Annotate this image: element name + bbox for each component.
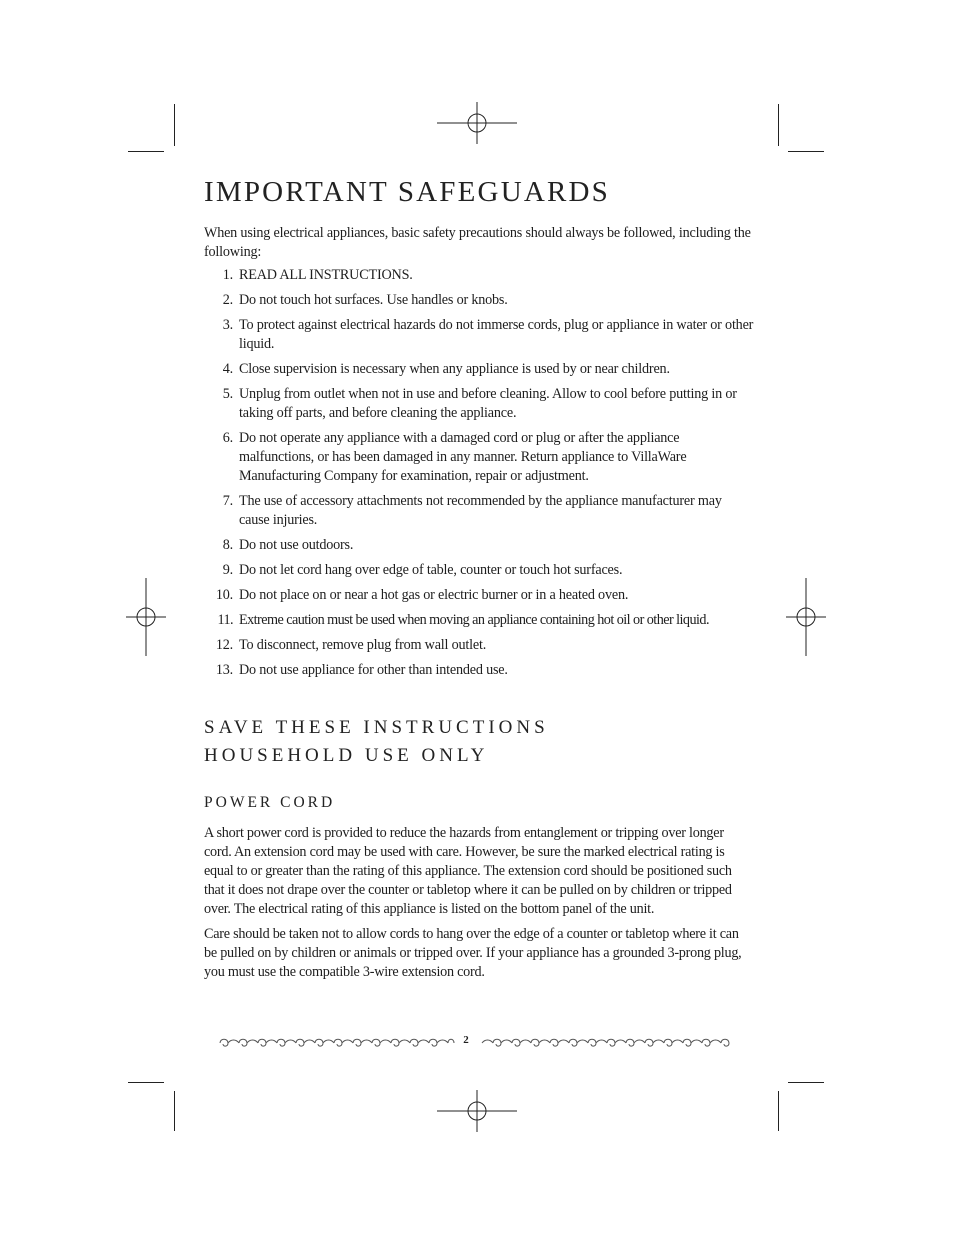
power-cord-paragraph: Care should be taken not to allow cords to hang over the edge of a counter or tabletop where it can be pulled on by children or animals or tripped over. If your appliance has a grounded 3-prong plug, you must use the compatible 3-wire extension cord. xyxy=(204,926,742,980)
list-item-number: 2. xyxy=(222,292,233,308)
list-item-text: Close supervision is necessary when any appliance is used by or near children. xyxy=(239,361,670,377)
page-footer xyxy=(218,1034,738,1052)
list-item-number: 7. xyxy=(222,493,233,509)
registration-mark-right xyxy=(786,578,826,656)
ornament-left-icon xyxy=(218,1036,456,1050)
intro-paragraph: When using electrical appliances, basic safety precautions should always be followed, including the following: xyxy=(204,225,751,260)
crop-mark xyxy=(788,151,824,152)
list-item xyxy=(204,661,754,680)
list-item xyxy=(204,385,754,423)
crop-mark xyxy=(778,1091,779,1131)
list-item-number: 8. xyxy=(222,537,233,553)
list-item xyxy=(204,492,754,530)
power-cord-paragraph: A short power cord is provided to reduce the hazards from entanglement or tripping over longer cord. An extension cord may be used with care. However, be sure the marked electrical rating is equal to or greater than the rating of this appliance. The extension cord should be positioned such that it does not drape over the counter or tabletop where it can be pulled on by children or tripped over. The electrical rating of this appliance is listed on the bottom panel of the unit. xyxy=(204,825,732,917)
list-item-number: 10. xyxy=(215,587,233,603)
crop-mark xyxy=(174,104,175,146)
registration-mark-left xyxy=(126,578,166,656)
household-line: HOUSEHOLD USE ONLY xyxy=(204,745,489,766)
crop-mark xyxy=(778,104,779,146)
list-item-number: 1. xyxy=(222,267,233,283)
crop-mark xyxy=(174,1091,175,1131)
list-item-number: 9. xyxy=(222,562,233,578)
list-item-text: Do not touch hot surfaces. Use handles or knobs. xyxy=(239,292,508,308)
registration-mark-bottom xyxy=(437,1090,517,1132)
list-item-text: Do not place on or near a hot gas or electric burner or in a heated oven. xyxy=(239,587,629,603)
ornament-right-icon xyxy=(480,1036,732,1050)
list-item-text: Do not use appliance for other than intended use. xyxy=(239,662,508,678)
list-item xyxy=(204,429,754,486)
section-heading: POWER CORD xyxy=(204,794,336,811)
list-item-text: Do not let cord hang over edge of table, counter or touch hot surfaces. xyxy=(239,562,623,578)
list-item xyxy=(204,316,754,354)
save-instructions-heading xyxy=(204,714,754,770)
list-item xyxy=(204,636,754,655)
list-item xyxy=(204,536,754,555)
list-item xyxy=(204,586,754,605)
crop-mark xyxy=(128,151,164,152)
list-item xyxy=(204,291,754,310)
page-content xyxy=(204,170,754,982)
list-item-number: 12. xyxy=(215,637,233,653)
list-item-text: READ ALL INSTRUCTIONS. xyxy=(239,267,413,283)
list-item-number: 6. xyxy=(222,430,233,446)
list-item xyxy=(204,611,754,630)
page-number: 2 xyxy=(463,1034,469,1046)
list-item-number: 5. xyxy=(222,386,233,402)
safeguards-list xyxy=(204,266,754,680)
list-item-number: 13. xyxy=(215,662,233,678)
registration-mark-top xyxy=(437,102,517,144)
list-item xyxy=(204,266,754,285)
list-item-number: 11. xyxy=(217,612,233,628)
list-item-text: The use of accessory attachments not recommended by the appliance manufacturer may cause injuries. xyxy=(239,493,722,528)
list-item xyxy=(204,561,754,580)
list-item-text: To disconnect, remove plug from wall outlet. xyxy=(239,637,487,653)
list-item-text: To protect against electrical hazards do not immerse cords, plug or appliance in water or other liquid. xyxy=(239,317,754,352)
list-item-number: 3. xyxy=(222,317,233,333)
page-title: IMPORTANT SAFEGUARDS xyxy=(204,176,610,208)
list-item-text: Extreme caution must be used when moving an appliance containing hot oil or other liquid. xyxy=(239,612,709,628)
list-item-text: Do not operate any appliance with a damaged cord or plug or after the appliance malfunctions, or has been damaged in any manner. Return appliance to VillaWare Manufacturing Company for examination, repair or adjustment. xyxy=(239,430,687,484)
save-line: SAVE THESE INSTRUCTIONS xyxy=(204,717,549,738)
list-item-text: Do not use outdoors. xyxy=(239,537,354,553)
crop-mark xyxy=(128,1082,164,1083)
crop-mark xyxy=(788,1082,824,1083)
list-item-number: 4. xyxy=(222,361,233,377)
list-item-text: Unplug from outlet when not in use and before cleaning. Allow to cool before putting in or taking off parts, and before cleaning the appliance. xyxy=(239,386,737,421)
list-item xyxy=(204,360,754,379)
